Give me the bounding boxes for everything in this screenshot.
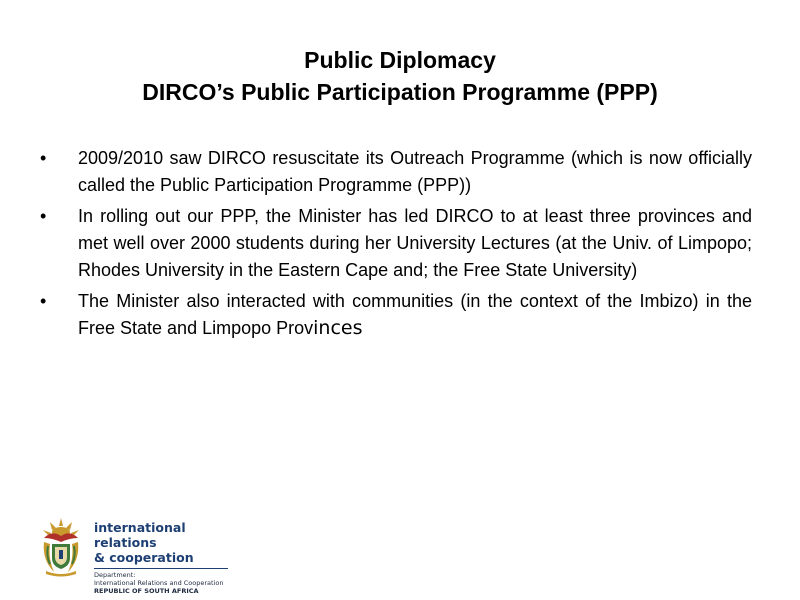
bullet-text-tail: inces (313, 317, 363, 339)
org-name-line2: & cooperation (94, 550, 194, 565)
bullet-item (40, 288, 752, 342)
department-label: Department: (94, 571, 136, 579)
bullet-item (40, 203, 752, 284)
bullet-text (78, 206, 752, 280)
org-name-line1: international relations (94, 520, 186, 550)
org-name (94, 520, 244, 565)
bullet-list (40, 145, 752, 346)
slide-title-line2: DIRCO’s Public Participation Programme (PPP) (142, 79, 658, 105)
bullet-marker: • (40, 206, 47, 226)
slide-title (0, 44, 800, 108)
bullet-marker: • (40, 291, 47, 311)
logo-divider (94, 568, 228, 569)
department-name: International Relations and Cooperation (94, 579, 224, 587)
bullet-text-main: The Minister also interacted with communities (in the context of the Imbizo) in the Free State and Limpopo Prov (78, 291, 752, 338)
department-text (94, 571, 244, 595)
crest-sun (43, 518, 79, 537)
coat-of-arms-icon (38, 516, 84, 578)
bullet-text-main: In rolling out our PPP, the Minister has led DIRCO to at least three provinces and met well over 2000 students during her University Lectures (at the Univ. of Limpopo; Rhodes University in the Eastern Cape and; the Free State University) (78, 206, 752, 280)
logo-wordmark (94, 520, 244, 595)
crest-ribbon (46, 571, 76, 577)
bullet-text-main: 2009/2010 saw DIRCO resuscitate its Outreach Programme (which is now officially called the Public Participation Programme (PPP)) (78, 148, 752, 195)
slide-title-line1: Public Diplomacy (304, 47, 496, 73)
bullet-marker: • (40, 148, 47, 168)
bullet-text (78, 291, 752, 338)
country-name: REPUBLIC OF SOUTH AFRICA (94, 587, 199, 595)
dirco-logo (38, 516, 238, 595)
bullet-text (78, 148, 752, 195)
bullet-item (40, 145, 752, 199)
